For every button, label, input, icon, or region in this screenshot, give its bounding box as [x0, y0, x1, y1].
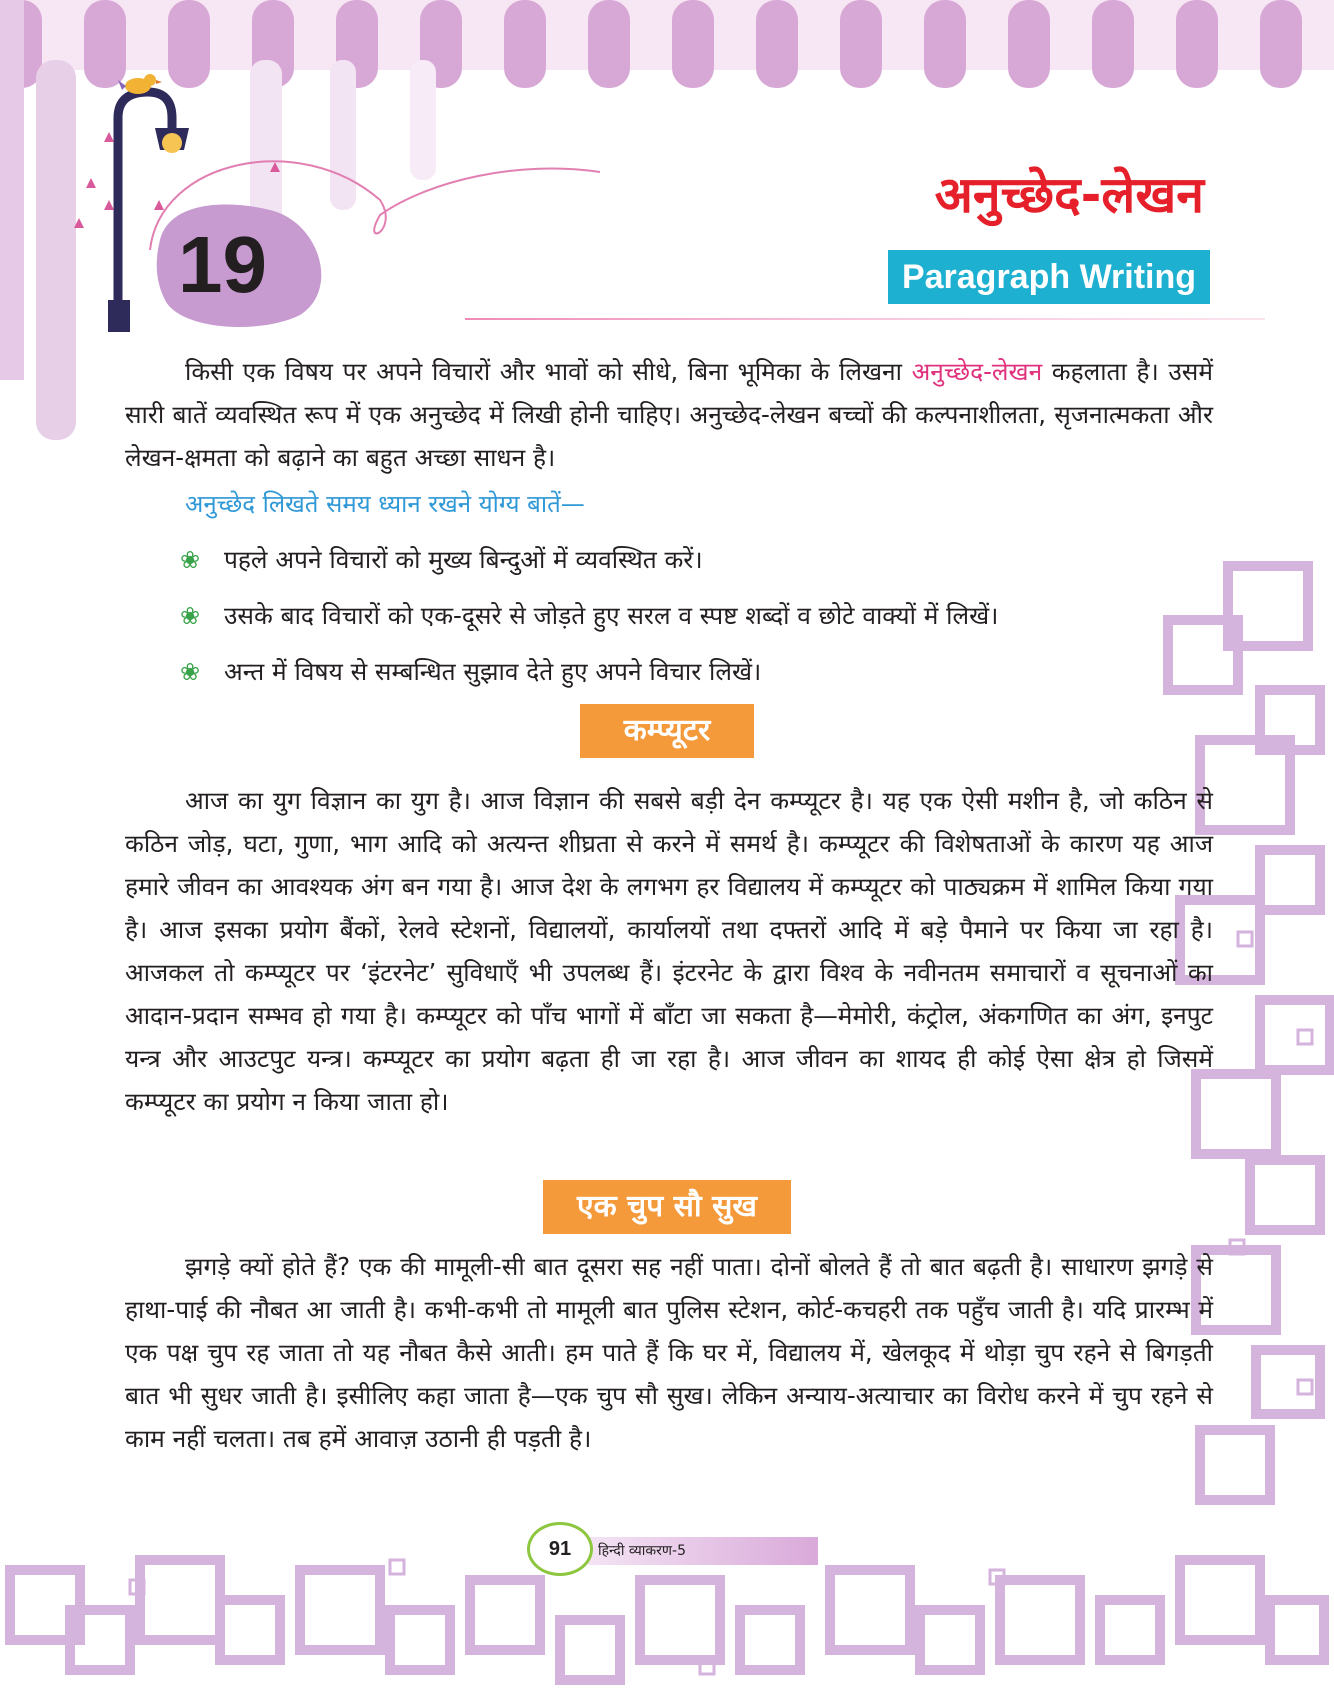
tips-heading: अनुच्छेद लिखते समय ध्यान रखने योग्य बातें—	[185, 490, 585, 518]
section-title-silence: एक चुप सौ सुख	[543, 1180, 791, 1234]
intro-text-before: किसी एक विषय पर अपने विचारों और भावों को सीधे, बिना भूमिका के लिखना	[185, 357, 912, 386]
chapter-title-hindi: अनुच्छेद-लेखन	[934, 166, 1204, 224]
intro-paragraph	[125, 350, 1213, 479]
tip-item	[180, 650, 998, 693]
section-title-computer: कम्प्यूटर	[580, 704, 754, 758]
square-pattern-bottom	[10, 1560, 1324, 1680]
awning-stripes	[0, 0, 1334, 88]
footer-book-title: हिन्दी व्याकरण-5	[598, 1543, 686, 1559]
tip-text: पहले अपने विचारों को मुख्य बिन्दुओं में व्यवस्थित करें।	[224, 545, 703, 574]
tip-item	[180, 538, 998, 581]
tip-item	[180, 594, 998, 637]
flower-bullet-icon: ❀	[180, 657, 201, 686]
section-paragraph-silence: झगड़े क्यों होते हैं? एक की मामूली-सी बात दूसरा सह नहीं पाता। दोनों बोलते हैं तो बात बढ़ती है। साधारण झगड़े से हाथा-पाई की नौबत आ जाती है। कभी-कभी तो मामूली बात पुलिस स्टेशन, कोर्ट-कचहरी तक पहुँच जाती है। यदि प्रारम्भ में एक पक्ष चुप रह जाता तो यह नौबत कैसे आती। हम पाते हैं कि घर में, विद्यालय में, खेलकूद में थोड़ा चुप रहने से बिगड़ती बात भी सुधर जाती है। इसीलिए कहा जाता है—एक चुप सौ सुख। लेकिन अन्याय-अत्याचार का विरोध करने में चुप रहने से काम नहीं चलता। तब हमें आवाज़ उठानी ही पड़ती है।	[125, 1252, 1213, 1453]
tips-list	[180, 538, 998, 706]
page-number-badge: 91	[527, 1522, 593, 1576]
chapter-number: 19	[178, 220, 267, 309]
intro-highlight-term: अनुच्छेद-लेखन	[911, 357, 1043, 386]
section-paragraph-computer: आज का युग विज्ञान का युग है। आज विज्ञान की सबसे बड़ी देन कम्प्यूटर है। यह एक ऐसी मशीन है, जो कठिन से कठिन जोड़, घटा, गुणा, भाग आदि को अत्यन्त शीघ्रता से करने में समर्थ है। कम्प्यूटर की विशेषताओं के कारण यह आज हमारे जीवन का आवश्यक अंग बन गया है। आज देश के लगभग हर विद्यालय में कम्प्यूटर को पाठ्यक्रम में शामिल किया गया है। आज इसका प्रयोग बैंकों, रेलवे स्टेशनों, विद्यालयों, कार्यालयों तथा दफ्तरों आदि में बड़े पैमाने पर किया जा रहा है। आजकल तो कम्प्यूटर पर ‘इंटरनेट’ सुविधाएँ भी उपलब्ध हैं। इंटरनेट के द्वारा विश्व के नवीनतम समाचारों व सूचनाओं का आदान-प्रदान सम्भव हो गया है। कम्प्यूटर को पाँच भागों में बाँटा जा सकता है—मेमोरी, कंट्रोल, अंकगणित का अंग, इनपुट यन्त्र और आउटपुट यन्त्र। कम्प्यूटर का प्रयोग बढ़ता ही जा रहा है। आज जीवन का शायद ही कोई ऐसा क्षेत्र हो जिसमें कम्प्यूटर का प्रयोग न किया जाता हो।	[125, 786, 1213, 1116]
tip-text: उसके बाद विचारों को एक-दूसरे से जोड़ते हुए सरल व स्पष्ट शब्दों व छोटे वाक्यों में लिखें।	[224, 601, 999, 630]
intro-text-after: कहलाता है। उसमें सारी बातें व्यवस्थित रूप में एक अनुच्छेद में लिखी होनी चाहिए। अनुच्छेद-लेखन बच्चों की कल्पनाशीलता, सृजनात्मकता और लेखन-क्षमता को बढ़ाने का बहुत अच्छा साधन है।	[125, 357, 1214, 472]
flower-bullet-icon: ❀	[180, 601, 201, 630]
tip-text: अन्त में विषय से सम्बन्धित सुझाव देते हुए अपने विचार लिखें।	[224, 657, 762, 686]
title-divider	[465, 318, 1265, 320]
flower-bullet-icon: ❀	[180, 545, 201, 574]
chapter-title-english: Paragraph Writing	[888, 250, 1210, 304]
